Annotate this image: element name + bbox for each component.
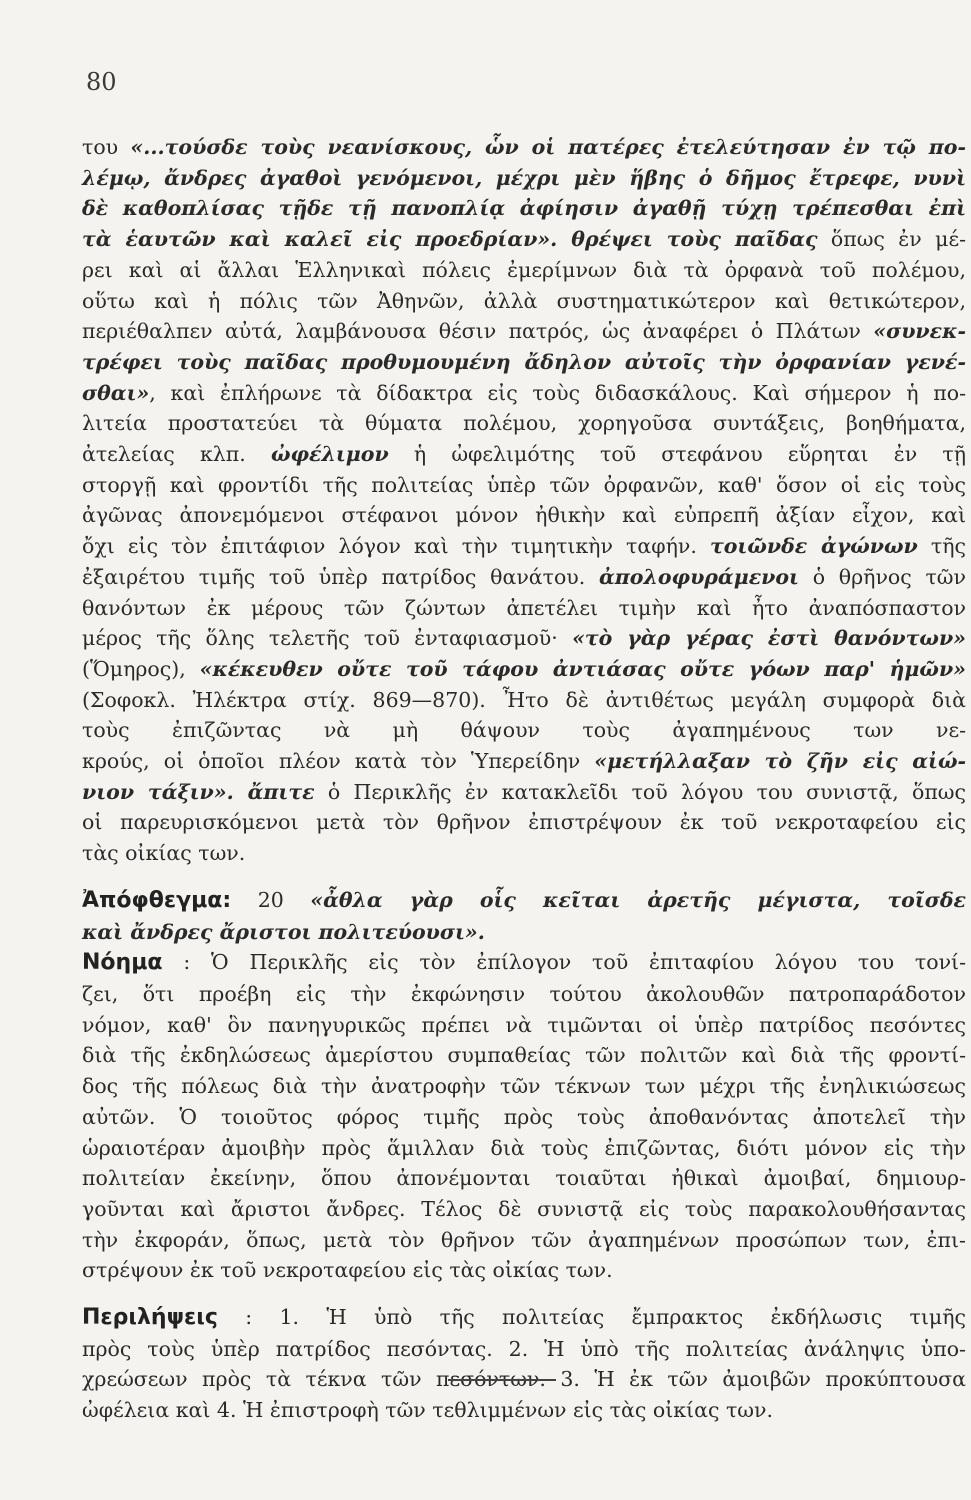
passage-line bbox=[82, 623, 966, 654]
passage-line bbox=[82, 777, 966, 808]
apophthegm-quote: «ἆθλα γὰρ οἷς κεῖται ἀρετῆς μέγιστα, τοῖσδε bbox=[310, 887, 966, 912]
passage-line bbox=[82, 562, 966, 593]
plain-text: ἐξαιρέτου τιμῆς τοῦ ὑπὲρ πατρίδος θανάτου. bbox=[82, 564, 600, 589]
noema-line: ὡραιοτέραν ἀμοιβὴν πρὸς ἅμιλλαν διὰ τοὺς ἐπιζῶντας, διότι μόνον εἰς τὴν bbox=[82, 1135, 966, 1160]
emphasized-text: ὠφέλιμον bbox=[270, 442, 389, 467]
plain-text: ἀγῶνας ἀπονεμόμενοι στέφανοι μόνον ἠθικὴν καὶ εὐπρεπῆ ἀξίαν εἶχον, καὶ bbox=[82, 503, 966, 528]
plain-text: στοργῇ καὶ φροντίδι τῆς πολιτείας ὑπὲρ τῶν ὀρφανῶν, καθ' ὅσον οἱ εἰς τοὺς bbox=[82, 472, 966, 497]
plain-text: θανόντων ἐκ μέρους τῶν ζώντων ἀπετέλει τιμὴν καὶ ἦτο ἀναπόσπαστον bbox=[82, 595, 966, 620]
page-body bbox=[82, 132, 966, 1426]
noema-section bbox=[82, 947, 966, 1286]
plain-text: , καὶ ἐπλήρωνε τὰ δίδακτρα εἰς τοὺς διδασκάλους. Καὶ σήμερον ἡ πο- bbox=[149, 380, 966, 405]
passage-line bbox=[82, 470, 966, 501]
noema-line: τὴν ἐκφοράν, ὅπως, μετὰ τὸν θρῆνον τῶν ἀγαπημένων προσώπων των, ἐπι- bbox=[82, 1227, 966, 1252]
passage-line bbox=[82, 500, 966, 531]
plain-text: ὁ θρῆνος τῶν bbox=[798, 564, 966, 589]
noema-line: πολιτείαν ἐκείνην, ὅπου ἀπονέμονται τοιαῦται ἠθικαὶ ἀμοιβαί, δημιουρ- bbox=[82, 1166, 966, 1191]
noema-line: γοῦνται καὶ ἄριστοι ἄνδρες. Τέλος δὲ συνιστᾷ εἰς τοὺς παρακολουθήσαντας bbox=[82, 1196, 966, 1221]
plain-text: κρούς, οἱ ὁποῖοι πλέον κατὰ τὸν Ὑπερείδην bbox=[82, 749, 595, 774]
apophthegm-line bbox=[82, 885, 966, 917]
perilipseis-line: πρὸς τοὺς ὑπὲρ πατρίδος πεσόντας. 2. Ἡ ὑπὸ τῆς πολιτείας ἀνάληψις ὑπο- bbox=[82, 1336, 966, 1361]
emphasized-text: «κέκευθεν οὔτε τοῦ τάφου ἀντιάσας οὔτε γόων παρ' ἡμῶν» bbox=[199, 656, 966, 681]
perilipseis-line: χρεώσεων πρὸς τὰ τέκνα τῶν πεσόντων. 3. Ἡ ἐκ τῶν ἀμοιβῶν προκύπτουσα bbox=[82, 1367, 966, 1392]
passage-line bbox=[82, 132, 966, 163]
emphasized-text: τρέφει τοὺς παῖδας προθυμουμένη ἄδηλον αὐτοῖς τὴν ὀρφανίαν γενέ- bbox=[82, 349, 966, 374]
emphasized-text: δὲ καθοπλίσας τῇδε τῇ πανοπλίᾳ ἀφίησιν ἀγαθῇ τύχῃ τρέπεσθαι ἐπὶ bbox=[82, 196, 966, 221]
apophthegm-quote-end: καὶ ἄνδρες ἄριστοι πολιτεύουσι». bbox=[82, 919, 485, 944]
emphasized-text: «συνεκ- bbox=[873, 319, 966, 344]
emphasized-text: λέμῳ, ἄνδρες ἀγαθοὶ γενόμενοι, μέχρι μὲν ἥβης ὁ δῆμος ἔτρεφε, νυνὶ bbox=[82, 165, 966, 190]
noema-line: αὐτῶν. Ὁ τοιοῦτος φόρος τιμῆς πρὸς τοὺς ἀποθανόντας ἀποτελεῖ τὴν bbox=[82, 1104, 966, 1129]
plain-text: (Σοφοκλ. Ἠλέκτρα στίχ. 869—870). Ἦτο δὲ ἀντιθέτως μεγάλη συμφορὰ διὰ bbox=[82, 687, 966, 712]
apophthegm-line bbox=[82, 917, 966, 948]
passage-line bbox=[82, 163, 966, 194]
noema-line: στρέψουν ἐκ τοῦ νεκροταφείου εἰς τὰς οἰκίας των. bbox=[82, 1258, 613, 1283]
emphasized-text: «τὸ γὰρ γέρας ἐστὶ θανόντων» bbox=[572, 626, 966, 651]
perilipseis-line: Περιλήψεις : 1. Ἡ ὑπὸ τῆς πολιτείας ἔμπρακτος ἐκδήλωσις τιμῆς bbox=[82, 1305, 966, 1331]
passage-line bbox=[82, 746, 966, 777]
noema-line: ζει, ὅτι προέβη εἰς τὴν ἐκφώνησιν τούτου ἀκολουθῶν πατροπαράδοτον bbox=[82, 981, 966, 1006]
passage-line bbox=[82, 255, 966, 286]
perilipseis-section bbox=[82, 1302, 966, 1426]
noema-line: Νόημα : Ὁ Περικλῆς εἰς τὸν ἐπίλογον τοῦ ἐπιταφίου λόγου του τονί- bbox=[82, 950, 966, 976]
passage-line bbox=[82, 347, 966, 378]
plain-text: ὄχι εἰς τὸν ἐπιτάφιον λόγον καὶ τὴν τιμητικὴν ταφήν. bbox=[82, 534, 710, 559]
passage-line bbox=[82, 807, 966, 838]
page-number: 80 bbox=[86, 68, 117, 96]
passage-line bbox=[82, 378, 966, 409]
noema-line: δος τῆς πόλεως διὰ τὴν ἀνατροφὴν τῶν τέκνων των μέχρι τῆς ἐνηλικιώσεως bbox=[82, 1074, 966, 1099]
plain-text: ὁ Περικλῆς ἐν κατακλεῖδι τοῦ λόγου του συνιστᾷ, ὅπως bbox=[314, 779, 967, 804]
section-rule bbox=[448, 1379, 556, 1381]
plain-text: τῆς bbox=[917, 534, 967, 559]
plain-text: οὕτω καὶ ἡ πόλις τῶν Ἀθηνῶν, ἀλλὰ συστηματικώτερον καὶ θετικώτερον, bbox=[82, 288, 966, 313]
emphasized-text: «...τούσδε τοὺς νεανίσκους, ὧν οἱ πατέρες ἐτελεύτησαν ἐν τῷ πο- bbox=[130, 135, 966, 159]
passage-line bbox=[82, 838, 966, 869]
commentary-passage bbox=[82, 132, 966, 869]
passage-line bbox=[82, 316, 966, 347]
plain-text: τοὺς ἐπιζῶντας νὰ μὴ θάψουν τοὺς ἀγαπημένους των νε- bbox=[82, 718, 966, 743]
emphasized-text: «μετήλλαξαν τὸ ζῆν εἰς αἰώ- bbox=[594, 749, 966, 774]
passage-line bbox=[82, 593, 966, 624]
plain-text: τὰς οἰκίας των. bbox=[82, 841, 246, 866]
plain-text: οἱ παρευρισκόμενοι μετὰ τὸν θρῆνον ἐπιστρέψουν ἐκ τοῦ νεκροταφείου εἰς bbox=[82, 810, 966, 835]
emphasized-text: τοιῶνδε ἀγώνων bbox=[709, 534, 918, 559]
plain-text: ἀτελείας κλπ. bbox=[82, 442, 271, 467]
plain-text: του bbox=[82, 135, 131, 159]
passage-line bbox=[82, 531, 966, 562]
apophthegm-number: 20 bbox=[231, 887, 311, 912]
plain-text: ἡ ὠφελιμότης τοῦ στεφάνου εὕρηται ἐν τῇ bbox=[388, 442, 966, 467]
emphasized-text: νιον τάξιν». ἄπιτε bbox=[82, 779, 315, 804]
passage-line bbox=[82, 654, 966, 685]
passage-line bbox=[82, 224, 966, 255]
passage-line bbox=[82, 286, 966, 317]
passage-line bbox=[82, 685, 966, 716]
noema-line: νόμον, καθ' ὃν πανηγυρικῶς πρέπει νὰ τιμῶνται οἱ ὑπὲρ πατρίδος πεσόντες bbox=[82, 1012, 966, 1037]
emphasized-text: ἀπολοφυράμενοι bbox=[599, 564, 799, 589]
perilipseis-label: Περιλήψεις bbox=[82, 1305, 218, 1331]
plain-text: (Ὅμηρος), bbox=[82, 656, 200, 681]
apophthegm-section bbox=[82, 885, 966, 947]
perilipseis-line: ὠφέλεια καὶ 4. Ἡ ἐπιστροφὴ τῶν τεθλιμμένων εἰς τὰς οἰκίας των. bbox=[82, 1398, 773, 1423]
plain-text: ρει καὶ αἱ ἄλλαι Ἑλληνικαὶ πόλεις ἐμερίμνων διὰ τὰ ὀρφανὰ τοῦ πολέμου, bbox=[82, 257, 966, 282]
passage-line bbox=[82, 715, 966, 746]
emphasized-text: τὰ ἑαυτῶν καὶ καλεῖ εἰς προεδρίαν». θρέψει τοὺς παῖδας bbox=[82, 227, 818, 252]
plain-text: λιτεία προστατεύει τὰ θύματα πολέμου, χορηγοῦσα συντάξεις, βοηθήματα, bbox=[82, 411, 966, 436]
plain-text: περιέθαλπεν αὐτά, λαμβάνουσα θέσιν πατρός, ὡς ἀναφέρει ὁ Πλάτων bbox=[82, 319, 874, 344]
passage-line bbox=[82, 408, 966, 439]
noema-label: Νόημα bbox=[82, 950, 163, 976]
passage-line bbox=[82, 193, 966, 224]
noema-line: διὰ τῆς ἐκδηλώσεως ἀμερίστου συμπαθείας τῶν πολιτῶν καὶ διὰ τῆς φροντί- bbox=[82, 1043, 966, 1068]
passage-line bbox=[82, 439, 966, 470]
apophthegm-label: Ἀπόφθεγμα: bbox=[82, 887, 232, 913]
plain-text: ὅπως ἐν μέ- bbox=[817, 227, 966, 252]
emphasized-text: σθαι» bbox=[82, 380, 150, 405]
plain-text: μέρος τῆς ὅλης τελετῆς τοῦ ἐνταφιασμοῦ· bbox=[82, 626, 573, 651]
